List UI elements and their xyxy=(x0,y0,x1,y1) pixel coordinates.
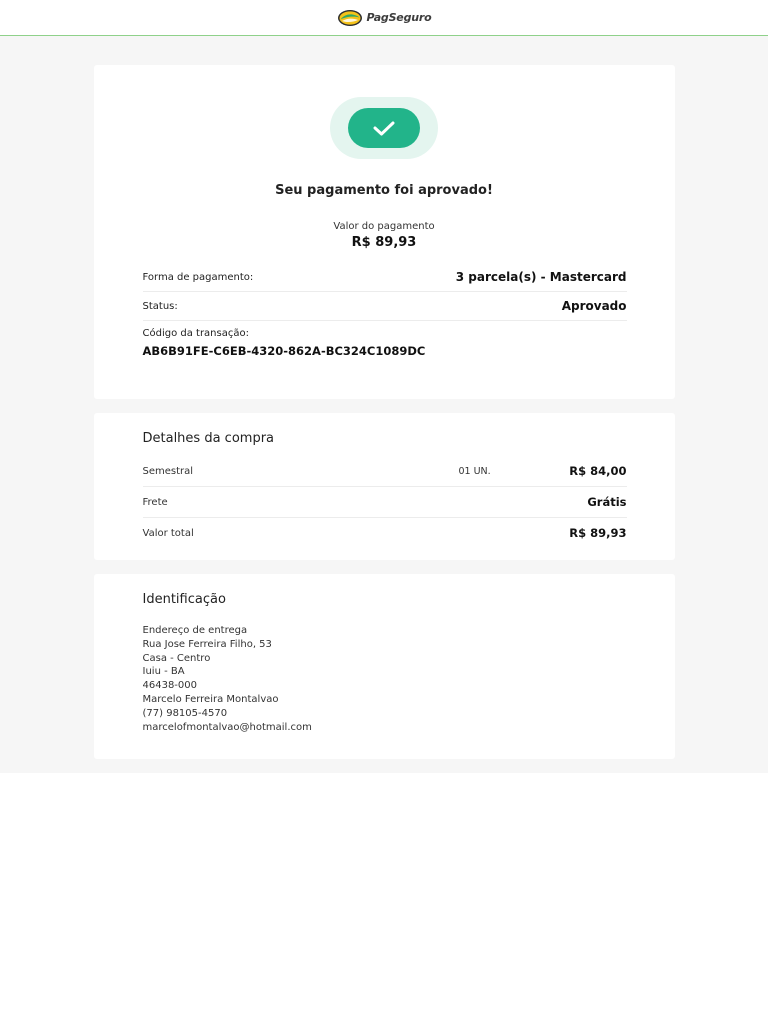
shipping-amount: Grátis xyxy=(587,495,627,509)
purchase-details-card xyxy=(94,413,675,560)
payment-method-label: Forma de pagamento: xyxy=(142,271,254,283)
customer-name: Marcelo Ferreira Montalvao xyxy=(142,693,279,705)
item-amount: R$ 84,00 xyxy=(569,464,627,478)
detail-row-total xyxy=(143,518,627,548)
status-label: Status: xyxy=(142,300,178,312)
transaction-code: AB6B91FE-C6EB-4320-862A-BC324C1089DC xyxy=(142,344,426,358)
payment-value-amount: R$ 89,93 xyxy=(351,235,417,250)
payment-value-label: Valor do pagamento xyxy=(333,221,435,232)
address-complement: Casa - Centro xyxy=(142,652,211,664)
total-label: Valor total xyxy=(142,527,194,539)
payment-method-value: 3 parcela(s) - Mastercard xyxy=(455,270,627,284)
item-quantity: 01 UN. xyxy=(458,465,491,477)
detail-row-item xyxy=(143,456,627,487)
checkmark-icon xyxy=(369,118,399,138)
customer-email: marcelofmontalvao@hotmail.com xyxy=(142,721,312,733)
payment-status-card xyxy=(94,65,675,399)
payment-method-row xyxy=(143,270,627,284)
delivery-address-label: Endereço de entrega xyxy=(142,625,248,636)
postal-code: 46438-000 xyxy=(142,680,198,692)
item-name: Semestral xyxy=(142,465,194,477)
transaction-code-label: Código da transação: xyxy=(142,328,249,339)
success-badge xyxy=(330,97,438,159)
pagseguro-logo[interactable] xyxy=(337,9,432,27)
approval-title: Seu pagamento foi aprovado! xyxy=(275,183,493,198)
main-content xyxy=(0,36,768,773)
identification-title: Identificação xyxy=(142,592,226,607)
street-address: Rua Jose Ferreira Filho, 53 xyxy=(142,638,272,650)
total-amount: R$ 89,93 xyxy=(569,526,627,540)
shipping-label: Frete xyxy=(142,496,168,508)
identification-card xyxy=(94,574,675,759)
customer-phone: (77) 98105-4570 xyxy=(142,707,228,719)
logo-text: PagSeguro xyxy=(366,11,432,24)
row-divider xyxy=(143,320,627,321)
identification-details xyxy=(94,616,675,734)
status-row xyxy=(143,299,627,313)
pagseguro-logo-icon xyxy=(337,9,363,27)
status-value: Aprovado xyxy=(561,299,627,313)
purchase-details-title: Detalhes da compra xyxy=(142,431,275,446)
city-state: Iuiu - BA xyxy=(142,666,185,678)
top-header xyxy=(0,0,768,36)
success-badge-inner xyxy=(348,108,420,148)
row-divider xyxy=(143,291,627,292)
detail-row-shipping xyxy=(143,487,627,518)
